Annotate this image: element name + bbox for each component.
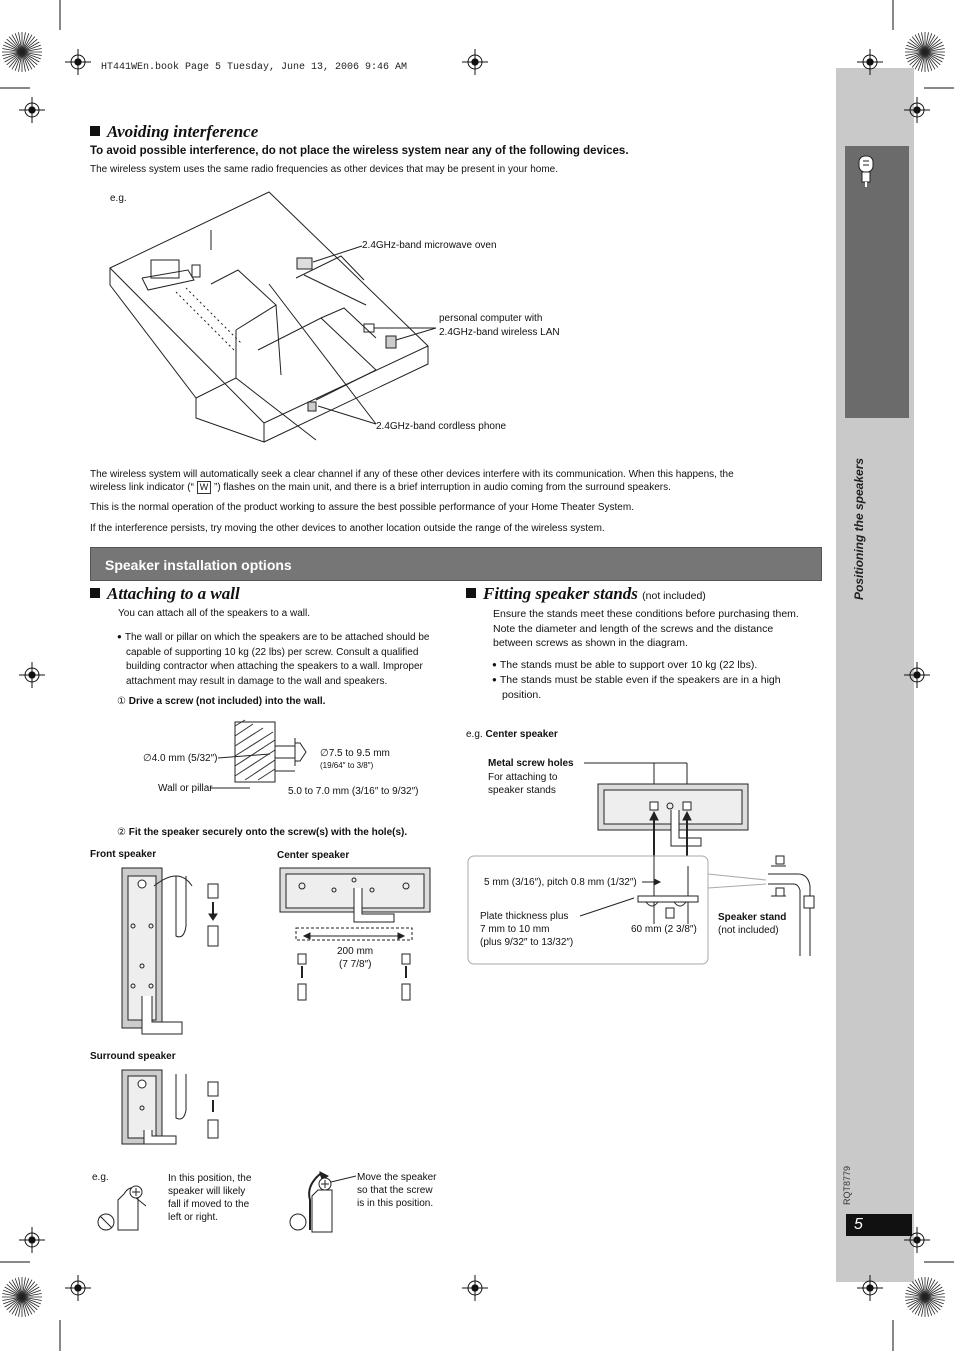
interference-intro: The wireless system uses the same radio frequencies as other devices that may be present in your home. — [90, 164, 559, 175]
wall-intro: You can attach all of the speakers to a wall. — [118, 608, 310, 619]
center-speaker-label: Center speaker — [277, 850, 350, 861]
wall-bullet — [117, 630, 429, 689]
wall-bullet-line: capable of supporting 10 kg (22 lbs) per screw. Consult a qualified — [126, 646, 419, 658]
dim-screw-length: 5.0 to 7.0 mm (3/16″ to 9/32″) — [288, 786, 419, 797]
interference-para3: If the interference persists, try moving the other devices to another location outside the range of the wireless system. — [90, 523, 605, 534]
room-layout-illustration — [106, 180, 436, 450]
sidebar-section-title: Positioning the speakers — [852, 457, 866, 600]
bad-example-eg: e.g. — [92, 1172, 109, 1183]
section-banner: Speaker installation options — [90, 547, 822, 581]
good-example-note: Move the speaker so that the screw is in this position. — [357, 1172, 437, 1209]
correct-icon — [288, 1170, 358, 1234]
speaker-stand-label: Speaker stand — [718, 912, 787, 923]
prohibited-icon — [96, 1176, 166, 1234]
wall-bullet-line: building contractor when attaching the speakers to a wall. Improper — [126, 661, 423, 672]
stands-bullet-2: ● The stands must be stable even if the speakers are in a high position. — [492, 673, 781, 702]
registration-crosshair — [857, 1275, 883, 1301]
stands-heading: Fitting speaker stands (not included) — [466, 584, 706, 604]
bad-example-note: In this position, the speaker will likely fall if moved to the left or right. — [168, 1173, 252, 1223]
wall-step1: ① Drive a screw (not included) into the wall. — [117, 696, 326, 707]
registration-crosshair — [19, 1227, 45, 1253]
stands-bullet-1: ● The stands must be able to support over 10 kg (22 lbs). — [492, 658, 757, 673]
screw-spec-label: 5 mm (3/16″), pitch 0.8 mm (1/32″) — [484, 877, 637, 888]
registration-crosshair — [462, 1275, 488, 1301]
wall-heading: Attaching to a wall — [90, 584, 240, 604]
interference-para1-line2: wireless link indicator (“ W ”) flashes on the main unit, and there is a brief interruption in audio coming from the surround speakers. — [90, 482, 671, 493]
stands-eg: e.g. Center speaker — [466, 729, 558, 740]
dim-screw-head-inch: (19/64″ to 3/8″) — [320, 761, 374, 770]
interference-warning: To avoid possible interference, do not place the wireless system near any of the following devices. — [90, 145, 629, 157]
plate-thickness-label: Plate thickness plus 7 mm to 10 mm (plus 9/32″ to 13/32″) — [480, 911, 574, 948]
label-microwave: 2.4GHz-band microwave oven — [362, 240, 497, 251]
interference-heading: Avoiding interference — [90, 122, 258, 142]
interference-para2: This is the normal operation of the product working to assure the best possible performance of your Home Theater System. — [90, 502, 634, 513]
registration-crosshair — [904, 97, 930, 123]
registration-starburst — [2, 1277, 42, 1317]
label-phone: 2.4GHz-band cordless phone — [376, 421, 507, 432]
label-pc-line2: 2.4GHz-band wireless LAN — [439, 327, 560, 338]
center-speaker-rear-illustration — [276, 866, 436, 1006]
center-screw-distance-inch: (7 7/8″) — [339, 959, 372, 970]
registration-crosshair — [904, 662, 930, 688]
registration-crosshair — [65, 49, 91, 75]
speaker-stand-note: (not included) — [718, 925, 779, 936]
wireless-indicator-icon: W — [197, 481, 212, 494]
registration-crosshair — [19, 97, 45, 123]
dim-screw-head: ∅7.5 to 9.5 mm — [320, 748, 390, 759]
front-speaker-label: Front speaker — [90, 849, 157, 860]
surround-speaker-rear-illustration — [118, 1068, 228, 1148]
registration-crosshair — [857, 49, 883, 75]
registration-starburst — [2, 32, 42, 72]
registration-starburst — [905, 1277, 945, 1317]
page-number: 5 — [846, 1214, 912, 1236]
metal-screw-holes-label: Metal screw holes — [488, 758, 574, 769]
metal-screw-holes-sub2: speaker stands — [488, 785, 556, 796]
registration-crosshair — [65, 1275, 91, 1301]
wall-bullet-line: attachment may result in damage to the wall and speakers. — [126, 675, 388, 687]
eg-label: e.g. — [110, 193, 127, 204]
registration-crosshair — [462, 49, 488, 75]
center-screw-distance: 200 mm — [337, 946, 374, 957]
wall-bullet-line: ● The wall or pillar on which the speakers are to be attached should be — [117, 630, 429, 646]
interference-para1-line1: The wireless system will automatically seek a clear channel if any of these other devices interfere with its communication. When this happens, the — [90, 469, 734, 480]
registration-crosshair — [19, 662, 45, 688]
screw-pitch-label: 60 mm (2 3/8″) — [631, 924, 697, 935]
stands-intro: Ensure the stands meet these conditions before purchasing them. Note the diameter and length of the screws and the distance between screws as shown in the diagram. — [493, 608, 799, 649]
screw-dimension-diagram — [210, 716, 330, 786]
label-pc-line1: personal computer with — [439, 313, 543, 324]
print-header: HT441WEn.book Page 5 Tuesday, June 13, 2006 9:46 AM — [101, 62, 408, 73]
doc-code: RQT8779 — [842, 1165, 852, 1205]
registration-starburst — [905, 32, 945, 72]
front-speaker-rear-illustration — [118, 866, 248, 1046]
wall-or-pillar-label: Wall or pillar — [158, 783, 213, 794]
registration-crosshair — [904, 1227, 930, 1253]
surround-speaker-label: Surround speaker — [90, 1051, 176, 1062]
metal-screw-holes-sub1: For attaching to — [488, 772, 558, 783]
dim-screw-shaft: ∅4.0 mm (5/32″) — [143, 753, 218, 764]
wall-step2: ② Fit the speaker securely onto the screw(s) with the hole(s). — [117, 827, 408, 838]
